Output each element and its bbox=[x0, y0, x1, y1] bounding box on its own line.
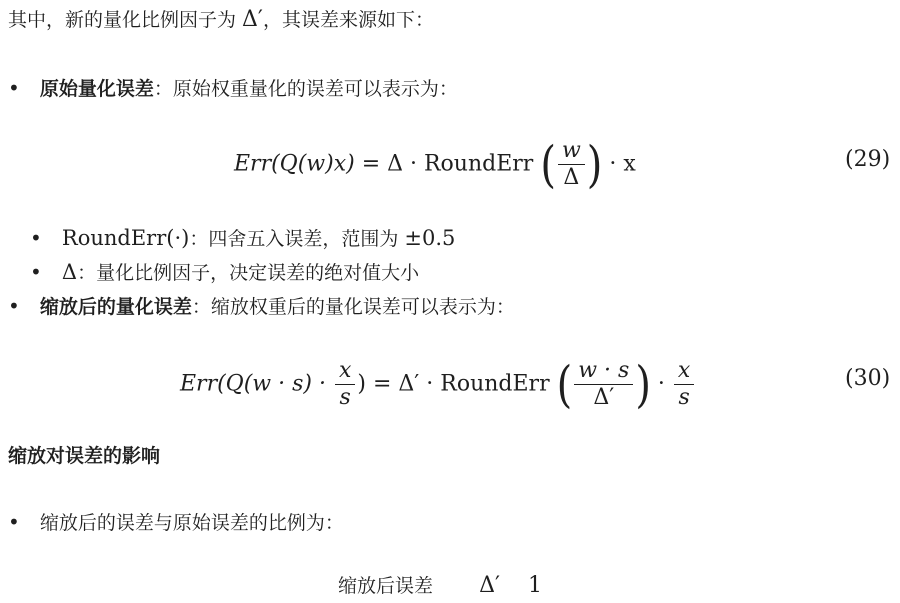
equation-lhs-b: ) bbox=[357, 371, 366, 397]
equation-number-29: (29) bbox=[845, 147, 891, 172]
list-item-original-error bbox=[8, 74, 458, 103]
equation-29 bbox=[234, 135, 636, 194]
equals-sign: = bbox=[354, 151, 388, 177]
fraction-w-over-delta bbox=[558, 138, 585, 191]
sub-item-delta bbox=[30, 258, 419, 287]
fraction-x-over-s bbox=[674, 358, 694, 411]
left-paren: ( bbox=[556, 355, 573, 414]
equation-pre: Δ′ · RoundErr bbox=[398, 371, 550, 397]
bullet: • bbox=[8, 294, 20, 318]
intro-text-after: ，其误差来源如下： bbox=[262, 9, 434, 31]
fraction-numerator: x bbox=[677, 358, 691, 383]
bullet: • bbox=[30, 260, 42, 284]
item-text: 缩放后的误差与原始误差的比例为： bbox=[39, 512, 344, 534]
equation-lhs-a: Err(Q(w · s) · bbox=[180, 371, 333, 397]
list-item-ratio bbox=[8, 508, 344, 537]
equation-pre: Δ · RoundErr bbox=[387, 151, 534, 177]
equation-30 bbox=[180, 355, 696, 414]
sub-item-text: ：四舍五入误差，范围为 bbox=[189, 228, 405, 250]
item-title: 缩放后的量化误差 bbox=[39, 296, 192, 318]
right-paren: ) bbox=[586, 135, 603, 194]
bullet: • bbox=[8, 76, 20, 100]
item-text: ：缩放权重后的量化误差可以表示为： bbox=[191, 296, 515, 318]
fraction-denominator: Δ bbox=[558, 164, 585, 191]
partial-equation bbox=[338, 572, 542, 600]
fraction-ws-over-delta-prime bbox=[574, 358, 633, 411]
fraction-numerator: w bbox=[561, 138, 581, 163]
right-paren: ) bbox=[635, 355, 651, 414]
delta-prime-symbol: Δ′ bbox=[479, 573, 500, 598]
fraction-denominator: Δ′ bbox=[574, 384, 633, 411]
item-text: ：原始权重量化的误差可以表示为： bbox=[153, 78, 458, 100]
intro-text-before: 其中，新的量化比例因子为 bbox=[8, 9, 243, 31]
delta-prime-symbol: Δ′ bbox=[242, 7, 263, 32]
list-item-scaled-error bbox=[8, 292, 515, 321]
fraction-numerator: w · s bbox=[578, 358, 630, 383]
left-paren: ( bbox=[540, 135, 556, 194]
ratio-value: 1 bbox=[528, 573, 542, 598]
bullet: • bbox=[8, 510, 20, 534]
fraction-denominator: s bbox=[674, 384, 694, 411]
section-heading: 缩放对误差的影响 bbox=[8, 445, 161, 467]
sub-item-rounderr bbox=[30, 224, 455, 253]
equals-sign: = bbox=[365, 371, 399, 397]
bullet: • bbox=[30, 226, 42, 250]
ratio-label: 缩放后误差 bbox=[338, 575, 434, 597]
equation-number-30: (30) bbox=[845, 366, 891, 391]
fraction-x-over-s bbox=[335, 358, 355, 411]
equation-lhs: Err(Q(w)x) bbox=[234, 151, 355, 177]
equation-post: · x bbox=[609, 151, 636, 177]
rounderr-symbol: RoundErr(·) bbox=[61, 226, 190, 250]
intro-line bbox=[8, 6, 434, 34]
item-title: 原始量化误差 bbox=[39, 78, 154, 100]
delta-symbol: Δ bbox=[61, 260, 78, 284]
fraction-numerator: x bbox=[338, 358, 352, 383]
fraction-denominator: s bbox=[335, 384, 355, 411]
sub-item-text: ：量化比例因子，决定误差的绝对值大小 bbox=[77, 262, 420, 284]
range-value: ±0.5 bbox=[404, 226, 456, 250]
equation-mid: · bbox=[657, 371, 665, 397]
